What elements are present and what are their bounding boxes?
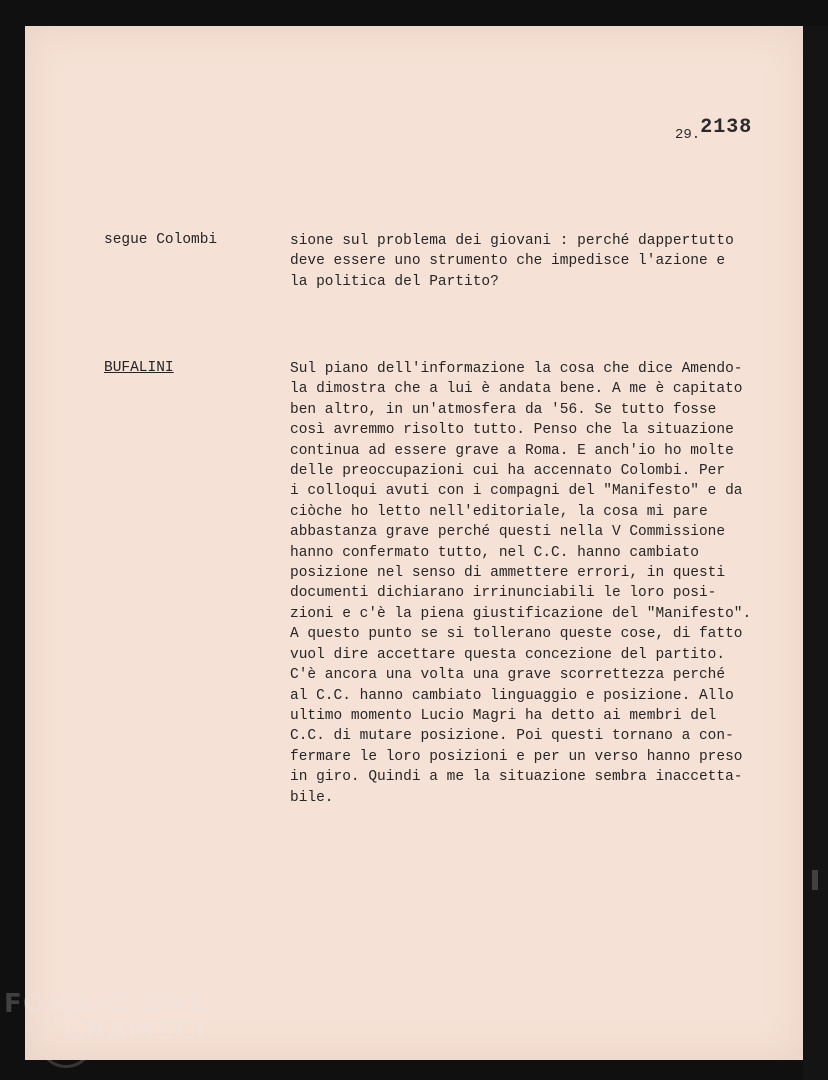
text-line: C.C. di mutare posizione. Poi questi tornano a con- [290, 728, 734, 745]
text-line: fermare le loro posizioni e per un verso hanno preso [290, 748, 743, 765]
text-line: la dimostra che a lui è andata bene. A me è capitato [290, 381, 743, 398]
text-line: in giro. Quindi a me la situazione sembra inaccetta- [290, 769, 743, 786]
speaker-label-bufalini: BUFALINI [104, 360, 174, 376]
text-line: vuol dire accettare questa concezione del partito. [290, 646, 726, 663]
page-number-large: 2138 [700, 116, 753, 139]
text-line: zioni e c'è la piena giustificazione del "Manifesto". [290, 605, 752, 622]
text-line: ultimo momento Lucio Magri ha detto ai membri del [290, 707, 717, 724]
text-line: A questo punto se si tollerano queste cose, di fatto [290, 626, 743, 643]
page-edge [803, 26, 828, 1080]
text-line: bile. [290, 789, 334, 806]
page-edge-mark [812, 870, 818, 890]
page-number-small: 29. [675, 127, 701, 143]
text-line: i colloqui avuti con i compagni del "Manifesto" e da [290, 483, 743, 500]
text-line: sione sul problema dei giovani : perché dappertutto [290, 233, 734, 249]
text-line: deve essere uno strumento che impedisce l'azione e [290, 253, 726, 270]
speech-bufalini [290, 359, 790, 808]
page-number [675, 116, 753, 145]
text-line: documenti dichiarano irrinunciabili le loro posi- [290, 585, 717, 602]
watermark-circle-icon [38, 1012, 94, 1068]
text-line: la politica del Partito? [290, 273, 499, 290]
text-line: ciòche ho letto nell'editoriale, la cosa mi pare [290, 503, 708, 520]
text-line: continua ad essere grave a Roma. E anch'io ho molte [290, 442, 734, 459]
speech-colombi [290, 231, 790, 292]
watermark-line-1: FONDAZIONE [4, 989, 208, 1019]
speaker-label-colombi: segue Colombi [104, 232, 218, 248]
text-line: C'è ancora una volta una grave scorrettezza perché [290, 667, 726, 684]
text-line: abbastanza grave perché questi nella V Commissione [290, 524, 726, 541]
text-line: posizione nel senso di ammettere errori, in questi [290, 565, 726, 582]
text-line: ben altro, in un'atmosfera da '56. Se tutto fosse [290, 401, 717, 418]
text-line: hanno confermato tutto, nel C.C. hanno cambiato [290, 544, 699, 561]
text-line: Sul piano dell'informazione la cosa che dice Amendo- [290, 361, 743, 377]
text-line: delle preoccupazioni cui ha accennato Colombi. Per [290, 463, 726, 480]
text-line: al C.C. hanno cambiato linguaggio e posizione. Allo [290, 687, 734, 704]
text-line: così avremmo risolto tutto. Penso che la situazione [290, 422, 734, 439]
fondazione-gramsci-watermark-logo [4, 990, 207, 1046]
watermark-line-2: GRAMSCI [64, 1017, 206, 1047]
